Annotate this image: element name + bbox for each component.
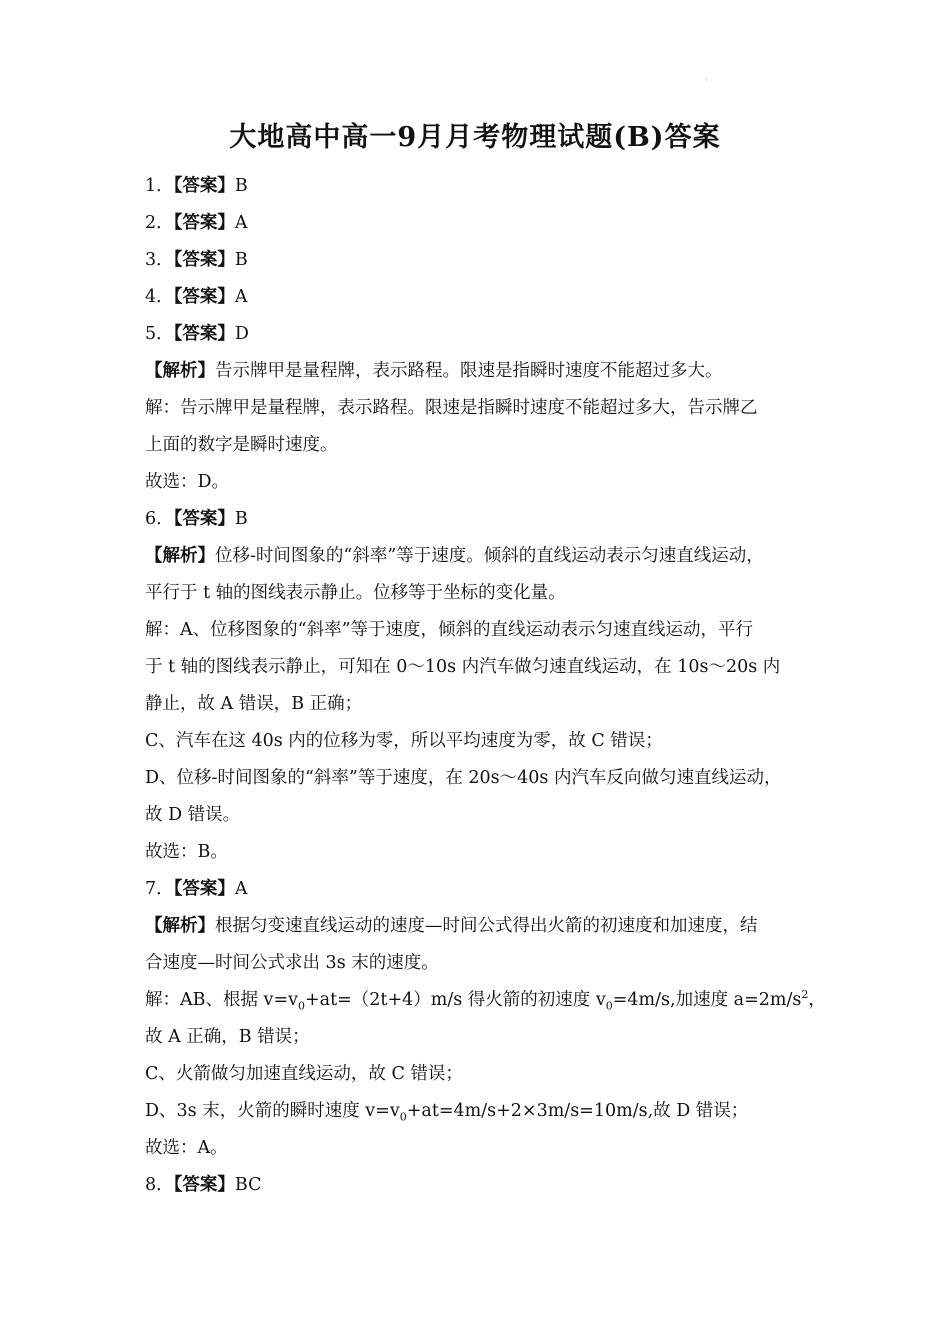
formula-text: ， — [808, 990, 826, 1010]
question-number: 6． — [145, 509, 174, 529]
answer-label: 【答案】 — [173, 287, 235, 307]
choice-line: 故选：B。 — [145, 842, 228, 862]
analysis-text: 根据匀变速直线运动的速度—时间公式得出火箭的初速度和加速度，结 — [215, 916, 758, 936]
answer-line-q1 — [145, 168, 815, 205]
analysis-line — [145, 908, 815, 945]
analysis-line — [145, 538, 815, 575]
solution-line: C、汽车在这 40s 内的位移为零，所以平均速度为零，故 C 错误； — [145, 731, 663, 751]
solution-line: C、火箭做匀加速直线运动，故 C 错误； — [145, 1064, 463, 1084]
answer-label: 【答案】 — [173, 176, 235, 196]
answer-value: B — [234, 250, 248, 270]
subscript: 0 — [298, 999, 305, 1013]
solution-line: 上面的数字是瞬时速度。 — [145, 435, 338, 455]
answer-value: BC — [234, 1175, 262, 1195]
solution-line: 解：告示牌甲是量程牌，表示路程。限速是指瞬时速度不能超过多大，告示牌乙 — [145, 398, 758, 418]
answer-value: A — [234, 879, 248, 899]
analysis-label: 【解析】 — [145, 361, 215, 381]
analysis-text: 位移-时间图象的“斜率”等于速度。倾斜的直线运动表示匀速直线运动， — [215, 546, 764, 566]
choice-line: 故选：D。 — [145, 472, 230, 492]
answer-line-q7 — [145, 871, 815, 908]
question-number: 2． — [145, 213, 174, 233]
page-title: 大地高中高一9月月考物理试题(B)答案 — [229, 122, 721, 153]
answer-value: A — [234, 213, 248, 233]
solution-line: 于 t 轴的图线表示静止，可知在 0～10s 内汽车做匀速直线运动，在 10s～20s 内 — [145, 657, 781, 677]
solution-line: 故 D 错误。 — [145, 805, 241, 825]
solution-line: D、位移-时间图象的“斜率”等于速度，在 20s～40s 内汽车反向做匀速直线运动， — [145, 768, 782, 788]
answer-label: 【答案】 — [173, 250, 235, 270]
choice-line: 故选：A。 — [145, 1138, 228, 1158]
solution-line — [145, 982, 826, 1019]
solution-line: 解：A、位移图象的“斜率”等于速度，倾斜的直线运动表示匀速直线运动，平行 — [145, 620, 754, 640]
answer-line-q6 — [145, 501, 815, 538]
formula-text: 解：AB、根据 v=v — [145, 990, 298, 1010]
question-number: 4． — [145, 287, 174, 307]
answer-value: A — [234, 287, 248, 307]
answer-value: D — [234, 324, 249, 344]
answer-label: 【答案】 — [173, 879, 235, 899]
answer-label: 【答案】 — [173, 213, 235, 233]
analysis-text: 告示牌甲是量程牌，表示路程。限速是指瞬时速度不能超过多大。 — [215, 361, 723, 381]
answer-line-q4 — [145, 279, 815, 316]
solution-line: 静止，故 A 错误，B 正确； — [145, 694, 363, 714]
answer-label: 【答案】 — [173, 509, 235, 529]
answer-line-q5 — [145, 316, 815, 353]
formula-text: D、3s 末，火箭的瞬时速度 v=v — [145, 1101, 400, 1121]
answer-line-q2 — [145, 205, 815, 242]
question-number: 8． — [145, 1175, 174, 1195]
analysis-line — [145, 353, 815, 390]
analysis-line: 平行于 t 轴的图线表示静止。位移等于坐标的变化量。 — [145, 583, 566, 603]
answer-line-q8 — [145, 1167, 815, 1204]
analysis-line: 合速度—时间公式求出 3s 末的速度。 — [145, 953, 439, 973]
analysis-label: 【解析】 — [145, 546, 215, 566]
answer-value: B — [234, 176, 248, 196]
page-marker: · — [705, 76, 708, 86]
answer-label: 【答案】 — [173, 1175, 235, 1195]
question-number: 3． — [145, 250, 174, 270]
answer-value: B — [234, 509, 248, 529]
question-number: 5． — [145, 324, 174, 344]
solution-line — [145, 1093, 815, 1130]
question-number: 7． — [145, 879, 174, 899]
formula-text: +at=（2t+4）m/s 得火箭的初速度 v — [305, 990, 606, 1010]
formula-text: =4m/s,加速度 a=2m/s — [612, 990, 802, 1010]
subscript: 0 — [399, 1110, 407, 1124]
solution-line: 故 A 正确，B 错误； — [145, 1027, 310, 1047]
analysis-label: 【解析】 — [145, 916, 215, 936]
subscript: 0 — [605, 999, 613, 1013]
answer-list — [145, 168, 826, 1204]
answer-line-q3 — [145, 242, 815, 279]
answer-label: 【答案】 — [173, 324, 235, 344]
question-number: 1． — [145, 176, 174, 196]
superscript: 2 — [801, 988, 809, 1002]
formula-text: +at=4m/s+2×3m/s=10m/s,故 D 错误； — [406, 1101, 749, 1121]
